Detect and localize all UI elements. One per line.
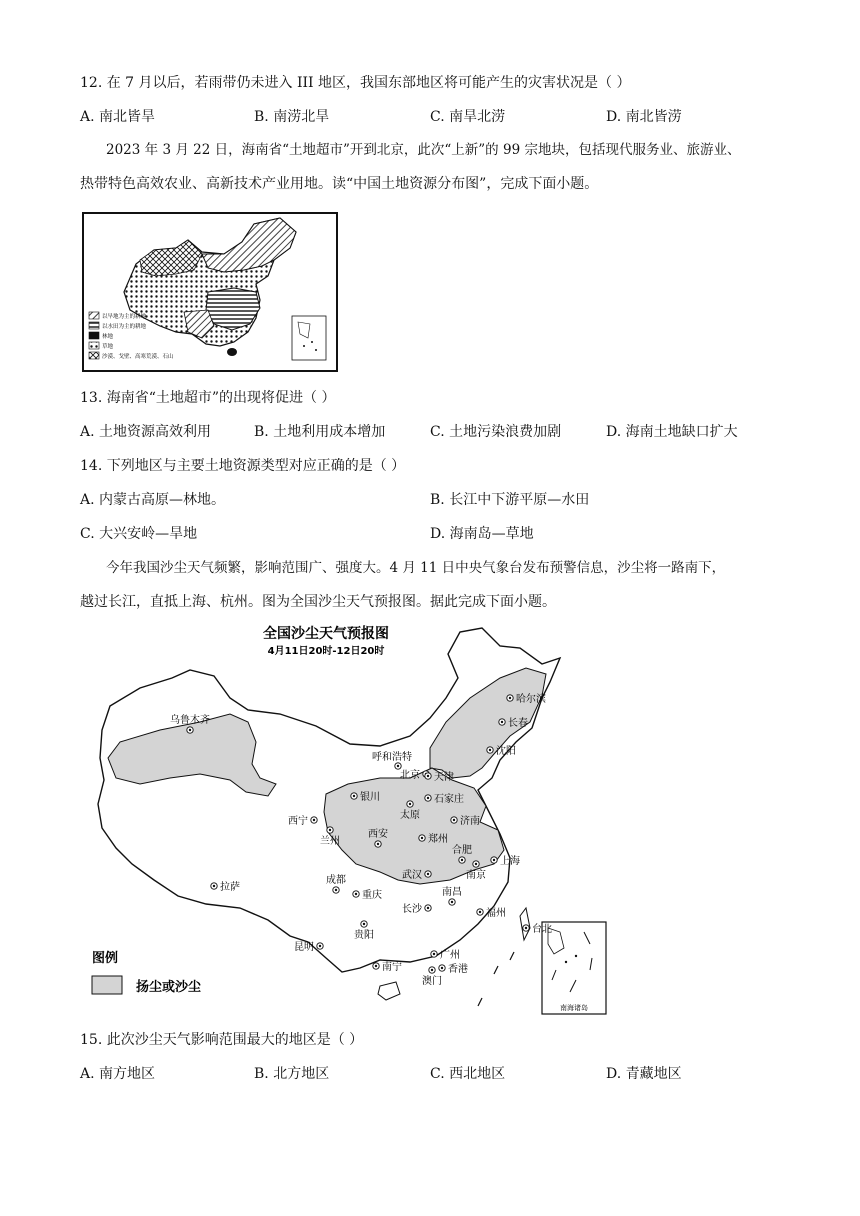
city-label-lanzhou: 兰州: [320, 836, 340, 847]
land-legend-desert: 沙漠、戈壁、高寒荒漠、石山: [102, 354, 174, 360]
q14-option-b: B. 长江中下游平原—水田: [430, 492, 590, 508]
passage1-line2: 热带特色高效农业、高新技术产业用地。读“中国土地资源分布图”，完成下面小题。: [80, 176, 599, 192]
q13-option-c: C. 土地污染浪费加剧: [430, 424, 562, 440]
q12-option-a: A. 南北皆旱: [80, 109, 156, 125]
city-label-tianjin: 天津: [434, 772, 454, 783]
city-label-shanghai: 上海: [500, 856, 520, 867]
city-label-urumqi: 乌鲁木齐: [170, 715, 210, 726]
q14-option-a: A. 内蒙古高原—林地。: [80, 492, 226, 508]
city-label-hohhot: 呼和浩特: [372, 752, 412, 763]
city-label-shenyang: 沈阳: [496, 746, 516, 757]
city-label-guiyang: 贵阳: [354, 930, 374, 941]
city-label-fuzhou: 福州: [486, 908, 506, 919]
q13-option-b: B. 土地利用成本增加: [254, 424, 386, 440]
q14-option-c: C. 大兴安岭—旱地: [80, 526, 198, 542]
passage2-line2: 越过长江，直抵上海、杭州。图为全国沙尘天气预报图。据此完成下面小题。: [80, 594, 556, 610]
legend-title: 图例: [92, 951, 119, 966]
city-label-nanchang: 南昌: [442, 887, 462, 898]
city-label-taipei: 台北: [532, 924, 552, 935]
passage2-line1: 今年我国沙尘天气频繁，影响范围广、强度大。4 月 11 日中央气象台发布预警信息，沙尘将一路南下，: [106, 560, 726, 576]
dust-map-legend: [92, 950, 201, 995]
city-label-guangzhou: 广州: [440, 950, 460, 961]
city-label-chongqing: 重庆: [362, 890, 382, 901]
city-label-beijing: 北京: [400, 770, 420, 781]
south-china-sea-inset: [542, 922, 606, 1014]
q14-stem: 14. 下列地区与主要土地资源类型对应正确的是（ ）: [80, 458, 406, 474]
city-label-nanning: 南宁: [382, 962, 402, 973]
city-label-kunming: 昆明: [294, 942, 314, 953]
passage1-line1: 2023 年 3 月 22 日，海南省“土地超市”开到北京，此次“上新”的 99 宗地块，包括现代服务业、旅游业、: [106, 142, 741, 158]
city-label-changchun: 长春: [508, 718, 528, 729]
city-label-shijiazhuang: 石家庄: [434, 794, 464, 805]
city-hongkong: [439, 962, 468, 975]
dust-map-title: 全国沙尘天气预报图: [263, 626, 389, 642]
city-label-xian: 西安: [368, 829, 388, 840]
land-legend-dry-farmland: 以旱地为主的耕地: [102, 314, 147, 320]
land-legend-forest: 林地: [102, 334, 114, 340]
land-legend-grassland: 草地: [102, 344, 114, 350]
q13-stem: 13. 海南省“土地超市”的出现将促进（ ）: [80, 390, 336, 406]
q15-option-a: A. 南方地区: [80, 1066, 156, 1082]
city-label-changsha: 长沙: [402, 904, 422, 915]
q12-option-c: C. 南旱北涝: [430, 109, 506, 125]
city-label-taiyuan: 太原: [400, 810, 420, 821]
q14-option-d: D. 海南岛—草地: [430, 526, 534, 542]
q15-option-c: C. 西北地区: [430, 1066, 506, 1082]
q12-option-b: B. 南涝北旱: [254, 109, 330, 125]
q12-option-d: D. 南北皆涝: [606, 109, 682, 125]
city-label-harbin: 哈尔滨: [516, 694, 546, 705]
city-label-hongkong: 香港: [448, 964, 468, 975]
city-label-macau: 澳门: [422, 976, 442, 987]
q13-option-a: A. 土地资源高效利用: [80, 424, 212, 440]
city-label-jinan: 济南: [460, 816, 480, 827]
city-label-zhengzhou: 郑州: [428, 834, 448, 845]
city-label-wuhan: 武汉: [402, 870, 422, 881]
city-label-nanjing: 南京: [466, 870, 486, 881]
dust-map-subtitle: 4月11日20时-12日20时: [267, 646, 385, 657]
dust-forecast-map: [80, 618, 620, 1018]
q15-option-b: B. 北方地区: [254, 1066, 330, 1082]
land-resource-map: [82, 212, 338, 372]
city-label-yinchuan: 银川: [360, 792, 380, 803]
q15-option-d: D. 青藏地区: [606, 1066, 682, 1082]
q13-option-d: D. 海南土地缺口扩大: [606, 424, 738, 440]
q12-stem: 12. 在 7 月以后，若雨带仍未进入 III 地区，我国东部地区将可能产生的灾害状况是（ ）: [80, 75, 631, 91]
city-nanning: [373, 960, 402, 973]
city-label-lhasa: 拉萨: [220, 882, 240, 893]
q15-stem: 15. 此次沙尘天气影响范围最大的地区是（ ）: [80, 1032, 364, 1048]
land-legend-paddy: 以水田为主的耕地: [102, 324, 147, 330]
legend-item-dust: 扬尘或沙尘: [136, 980, 202, 995]
inset-label: 南海诸岛: [560, 1004, 588, 1012]
city-label-hefei: 合肥: [452, 845, 472, 856]
city-label-chengdu: 成都: [326, 875, 346, 886]
city-label-xining: 西宁: [288, 816, 308, 827]
